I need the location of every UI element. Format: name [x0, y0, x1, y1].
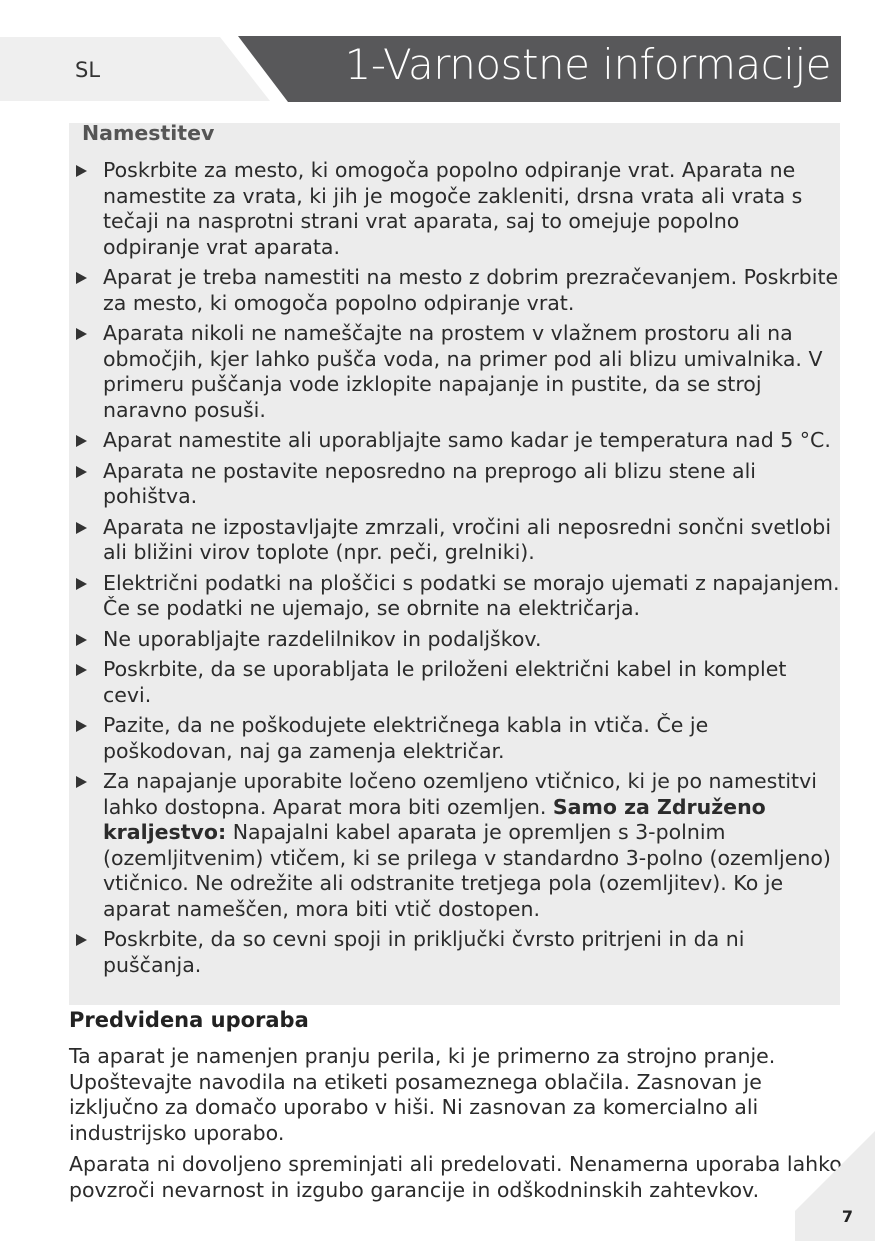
- bullet-arrow-icon: [76, 272, 87, 284]
- list-item-text: Poskrbite, da se uporabljata le priloženi električni kabel in komplet cevi.: [103, 657, 787, 707]
- list-item: [70, 158, 840, 260]
- installation-heading: Namestitev: [82, 121, 215, 145]
- bullet-arrow-icon: [76, 165, 87, 177]
- list-item: [70, 515, 840, 566]
- list-item-text: Poskrbite za mesto, ki omogoča popolno odpiranje vrat. Aparata ne namestite za vrata, ki jih je mogoče zakleniti, drsna vrata ali vrata s tečaji na nasprotni strani vrat aparata, saj to omejuje popolno odpiranje vrat aparata.: [103, 158, 803, 259]
- list-item: [70, 927, 840, 978]
- bullet-arrow-icon: [76, 934, 87, 946]
- bullet-arrow-icon: [76, 435, 87, 447]
- grounding-text-after: Napajalni kabel aparata je opremljen s 3-polnim (ozemljitvenim) vtičem, ki se prilega v standardno 3-polno (ozemljeno) vtičnico. Ne odrežite ali odstranite tretjega pola (ozemljitev). Ko je aparat nameščen, mora biti vtič dostopen.: [103, 820, 831, 921]
- list-item-text: Pazite, da ne poškodujete električnega kabla in vtiča. Če je poškodovan, naj ga zamenja električar.: [103, 713, 709, 763]
- list-item-text: Aparat je treba namestiti na mesto z dobrim prezračevanjem. Poskrbite za mesto, ki omogoča popolno odpiranje vrat.: [103, 265, 839, 315]
- list-item: [70, 571, 840, 622]
- list-item-text: Aparata ne izpostavljajte zmrzali, vročini ali neposredni sončni svetlobi ali bližini virov toplote (npr. peči, grelniki).: [103, 514, 832, 564]
- page-number: 7: [841, 1207, 853, 1226]
- language-code: SL: [75, 58, 101, 82]
- list-item-text: Aparat namestite ali uporabljajte samo kadar je temperatura nad 5 °C.: [103, 428, 831, 452]
- list-item: [70, 321, 840, 423]
- installation-list: [70, 158, 840, 983]
- grounding-text-before: Za napajanje uporabite ločeno ozemljeno vtičnico, ki je po namestitvi lahko dostopna. Aparat mora biti ozemljen.: [103, 769, 817, 819]
- paragraph: Ta aparat je namenjen pranju perila, ki je primerno za strojno pranje. Upoštevajte navodila na etiketi posameznega oblačila. Zasnovan je izključno za domačo uporabo v hiši. Ni zasnovan za komercialno ali industrijsko uporabo.: [69, 1044, 776, 1145]
- bullet-arrow-icon: [76, 578, 87, 590]
- list-item: [70, 265, 840, 316]
- list-item-text: Aparata ne postavite neposredno na preprogo ali blizu stene ali pohištva.: [103, 458, 756, 508]
- intended-use-body: [69, 1044, 844, 1209]
- uk-only-label: Samo za Združeno kraljestvo:: [103, 794, 766, 844]
- list-item-text: Ne uporabljajte razdelilnikov in podaljškov.: [103, 626, 542, 651]
- bullet-arrow-icon: [76, 522, 87, 534]
- list-item-grounding: [70, 769, 840, 922]
- bullet-arrow-icon: [76, 720, 87, 732]
- list-item-text: Aparata nikoli ne nameščajte na prostem v vlažnem prostoru ali na območjih, kjer lahko pušča voda, na primer pod ali blizu umivalnika. V primeru puščanja vode izklopite napajanje in pustite, da se stroj naravno posuši.: [103, 321, 823, 422]
- list-item: [70, 459, 840, 510]
- intended-use-heading: Predvidena uporaba: [69, 1008, 309, 1032]
- paragraph: Aparata ni dovoljeno spreminjati ali predelovati. Nenamerna uporaba lahko povzroči nevarnost in izgubo garancije in odškodninskih zahtevkov.: [69, 1152, 842, 1202]
- page-title: 1-Varnostne informacije: [344, 40, 831, 89]
- list-item: [70, 713, 840, 764]
- bullet-arrow-icon: [76, 776, 87, 788]
- list-item: [70, 627, 840, 653]
- list-item: [70, 657, 840, 708]
- bullet-arrow-icon: [76, 328, 87, 340]
- bullet-arrow-icon: [76, 466, 87, 478]
- list-item-text: Električni podatki na ploščici s podatki se morajo ujemati z napajanjem. Če se podatki ne ujemajo, se obrnite na električarja.: [103, 570, 840, 620]
- list-item: [70, 428, 840, 454]
- bullet-arrow-icon: [76, 664, 87, 676]
- list-item-text: Poskrbite, da so cevni spoji in priključki čvrsto pritrjeni in da ni puščanja.: [103, 927, 745, 977]
- bullet-arrow-icon: [76, 634, 87, 646]
- language-tab: [0, 37, 270, 101]
